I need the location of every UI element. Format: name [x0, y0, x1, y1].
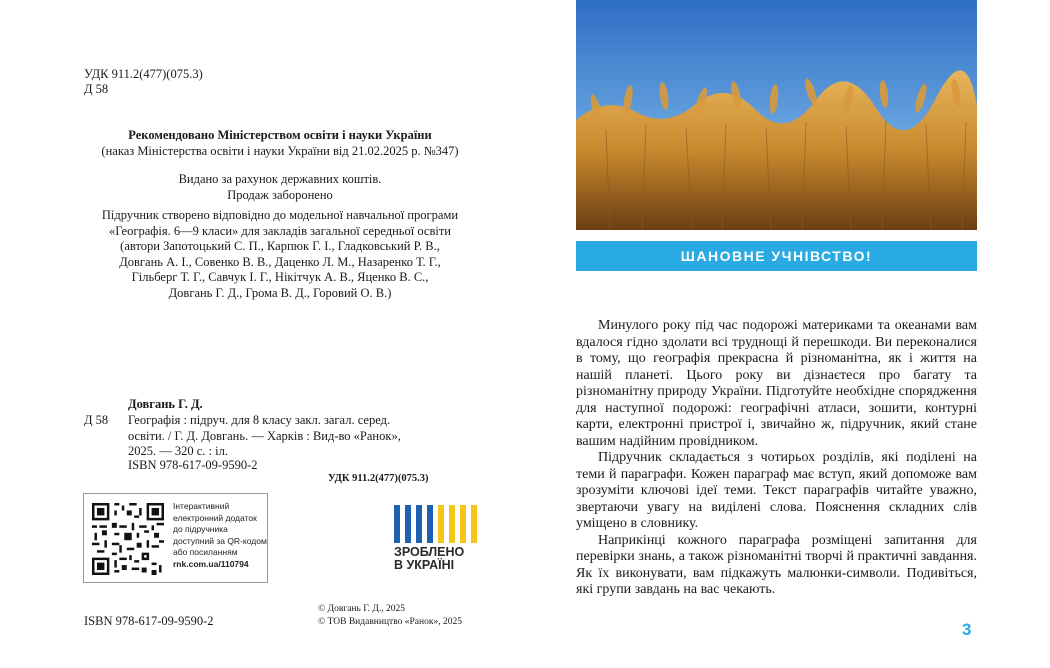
- recommendation-line: Рекомендовано Міністерством освіти і науки України: [128, 128, 432, 142]
- biblio-line: Географія : підруч. для 8 класу закл. загал. серед.: [128, 413, 391, 427]
- qr-code-icon[interactable]: [92, 503, 164, 575]
- page-number: 3: [962, 620, 972, 639]
- made-line: ЗРОБЛЕНО: [394, 545, 465, 559]
- bibliographic-description: [128, 413, 468, 460]
- udk-line: УДК 911.2(477)(075.3): [84, 67, 203, 81]
- biblio-line: 2025. — 320 с. : іл.: [128, 444, 228, 458]
- recommendation: [80, 128, 480, 159]
- intro-text: [576, 318, 977, 599]
- made-in-ukraine-text: [394, 546, 484, 572]
- intro-paragraph: Підручник складається з чотирьох розділів, які поділені на теми й параграфи. Кожен параграф має вступ, який допоможе вам зрозуміти ключові ідеї теми. Текст параграфів читайте уважно, звертаючи увагу на виділені слова. Пояснення складних слів уміщено в словнику.: [576, 450, 977, 531]
- sale-prohibited: Продаж заборонено: [227, 187, 333, 202]
- qr-caption-line: Інтерактивний: [173, 501, 230, 511]
- program-line: Довгань Г. Д., Грома В. Д., Горовий О. В.): [168, 285, 392, 300]
- isbn-bottom: ISBN 978-617-09-9590-2: [84, 614, 214, 628]
- author-mark: Д 58: [84, 82, 109, 96]
- udk-code-top: [84, 67, 203, 97]
- qr-caption: [173, 501, 267, 571]
- made-line: В УКРАЇНІ: [394, 558, 455, 572]
- copyright-line: © Довгань Г. Д., 2025: [318, 604, 405, 614]
- made-in-ukraine-bars-icon: [394, 505, 478, 543]
- funding-note: [80, 172, 480, 203]
- biblio-code: Д 58: [84, 413, 109, 427]
- program-line: Підручник створено відповідно до модельної навчальної програми: [101, 208, 459, 222]
- qr-link[interactable]: rnk.com.ua/110794: [173, 558, 249, 569]
- qr-code-box[interactable]: [83, 493, 268, 583]
- qr-caption-line: електронний додаток: [173, 512, 257, 523]
- program-line: Гільберг Т. Г., Савчук І. Г., Нікітчук А. В., Яценко В. С.,: [131, 270, 429, 284]
- copyright: [318, 603, 462, 629]
- copyright-line: © ТОВ Видавництво «Ранок», 2025: [318, 617, 462, 627]
- author-name: Довгань Г. Д.: [128, 397, 203, 411]
- program-line: «Географія. 6—9 класи» для закладів загальної середньої освіти: [109, 223, 451, 238]
- program-note: [80, 208, 480, 301]
- qr-caption-line: доступний за QR-кодом: [173, 535, 267, 546]
- program-line: Довгань А. І., Совенко В. В., Даценко Л. М., Назаренко Т. Г.,: [119, 254, 441, 269]
- intro-paragraph: Наприкінці кожного параграфа розміщені запитання для перевірки знань, а також різноманітні творчі й практичні завдання. Як їх виконувати, вам підкажуть малюнки-символи. Подивіться, які групи завдань на вас чекають.: [576, 532, 977, 597]
- section-banner: ШАНОВНЕ УЧНІВСТВО!: [576, 241, 977, 271]
- intro-paragraph: Минулого року під час подорожі материками та океанами вам вдалося гідно здолати всі труднощі й перешкоди. Ви переконалися в тому, що географія прекрасна й різноманітна, як і життя на нашій планеті. Цього року ви дізнаєтеся про багату та різноманітну природу України. Підготуйте необхідне спорядження для наступної подорожі: географічні атласи, зошити, контурні карти, електронні пристрої і, звичайно ж, підручник, який стане вашим надійним провідником.: [576, 318, 977, 449]
- program-line: (автори Запотоцький С. П., Карпюк Г. І., Гладковський Р. В.,: [120, 239, 440, 253]
- made-in-ukraine-logo: [394, 505, 484, 575]
- wheat-field-photo: [576, 0, 977, 230]
- qr-caption-line: або посиланням: [173, 547, 238, 558]
- qr-caption-line: до підручника: [173, 524, 228, 535]
- wheat-field-image: [576, 0, 977, 230]
- recommendation-order: (наказ Міністерства освіти і науки України від 21.02.2025 р. №347): [101, 143, 459, 158]
- isbn-inline: ISBN 978-617-09-9590-2: [128, 458, 258, 472]
- funding-line: Видано за рахунок державних коштів.: [178, 172, 382, 186]
- biblio-line: освіти. / Г. Д. Довгань. — Харків : Вид-во «Ранок»,: [128, 428, 401, 443]
- udk-code-right: УДК 911.2(477)(075.3): [328, 473, 429, 484]
